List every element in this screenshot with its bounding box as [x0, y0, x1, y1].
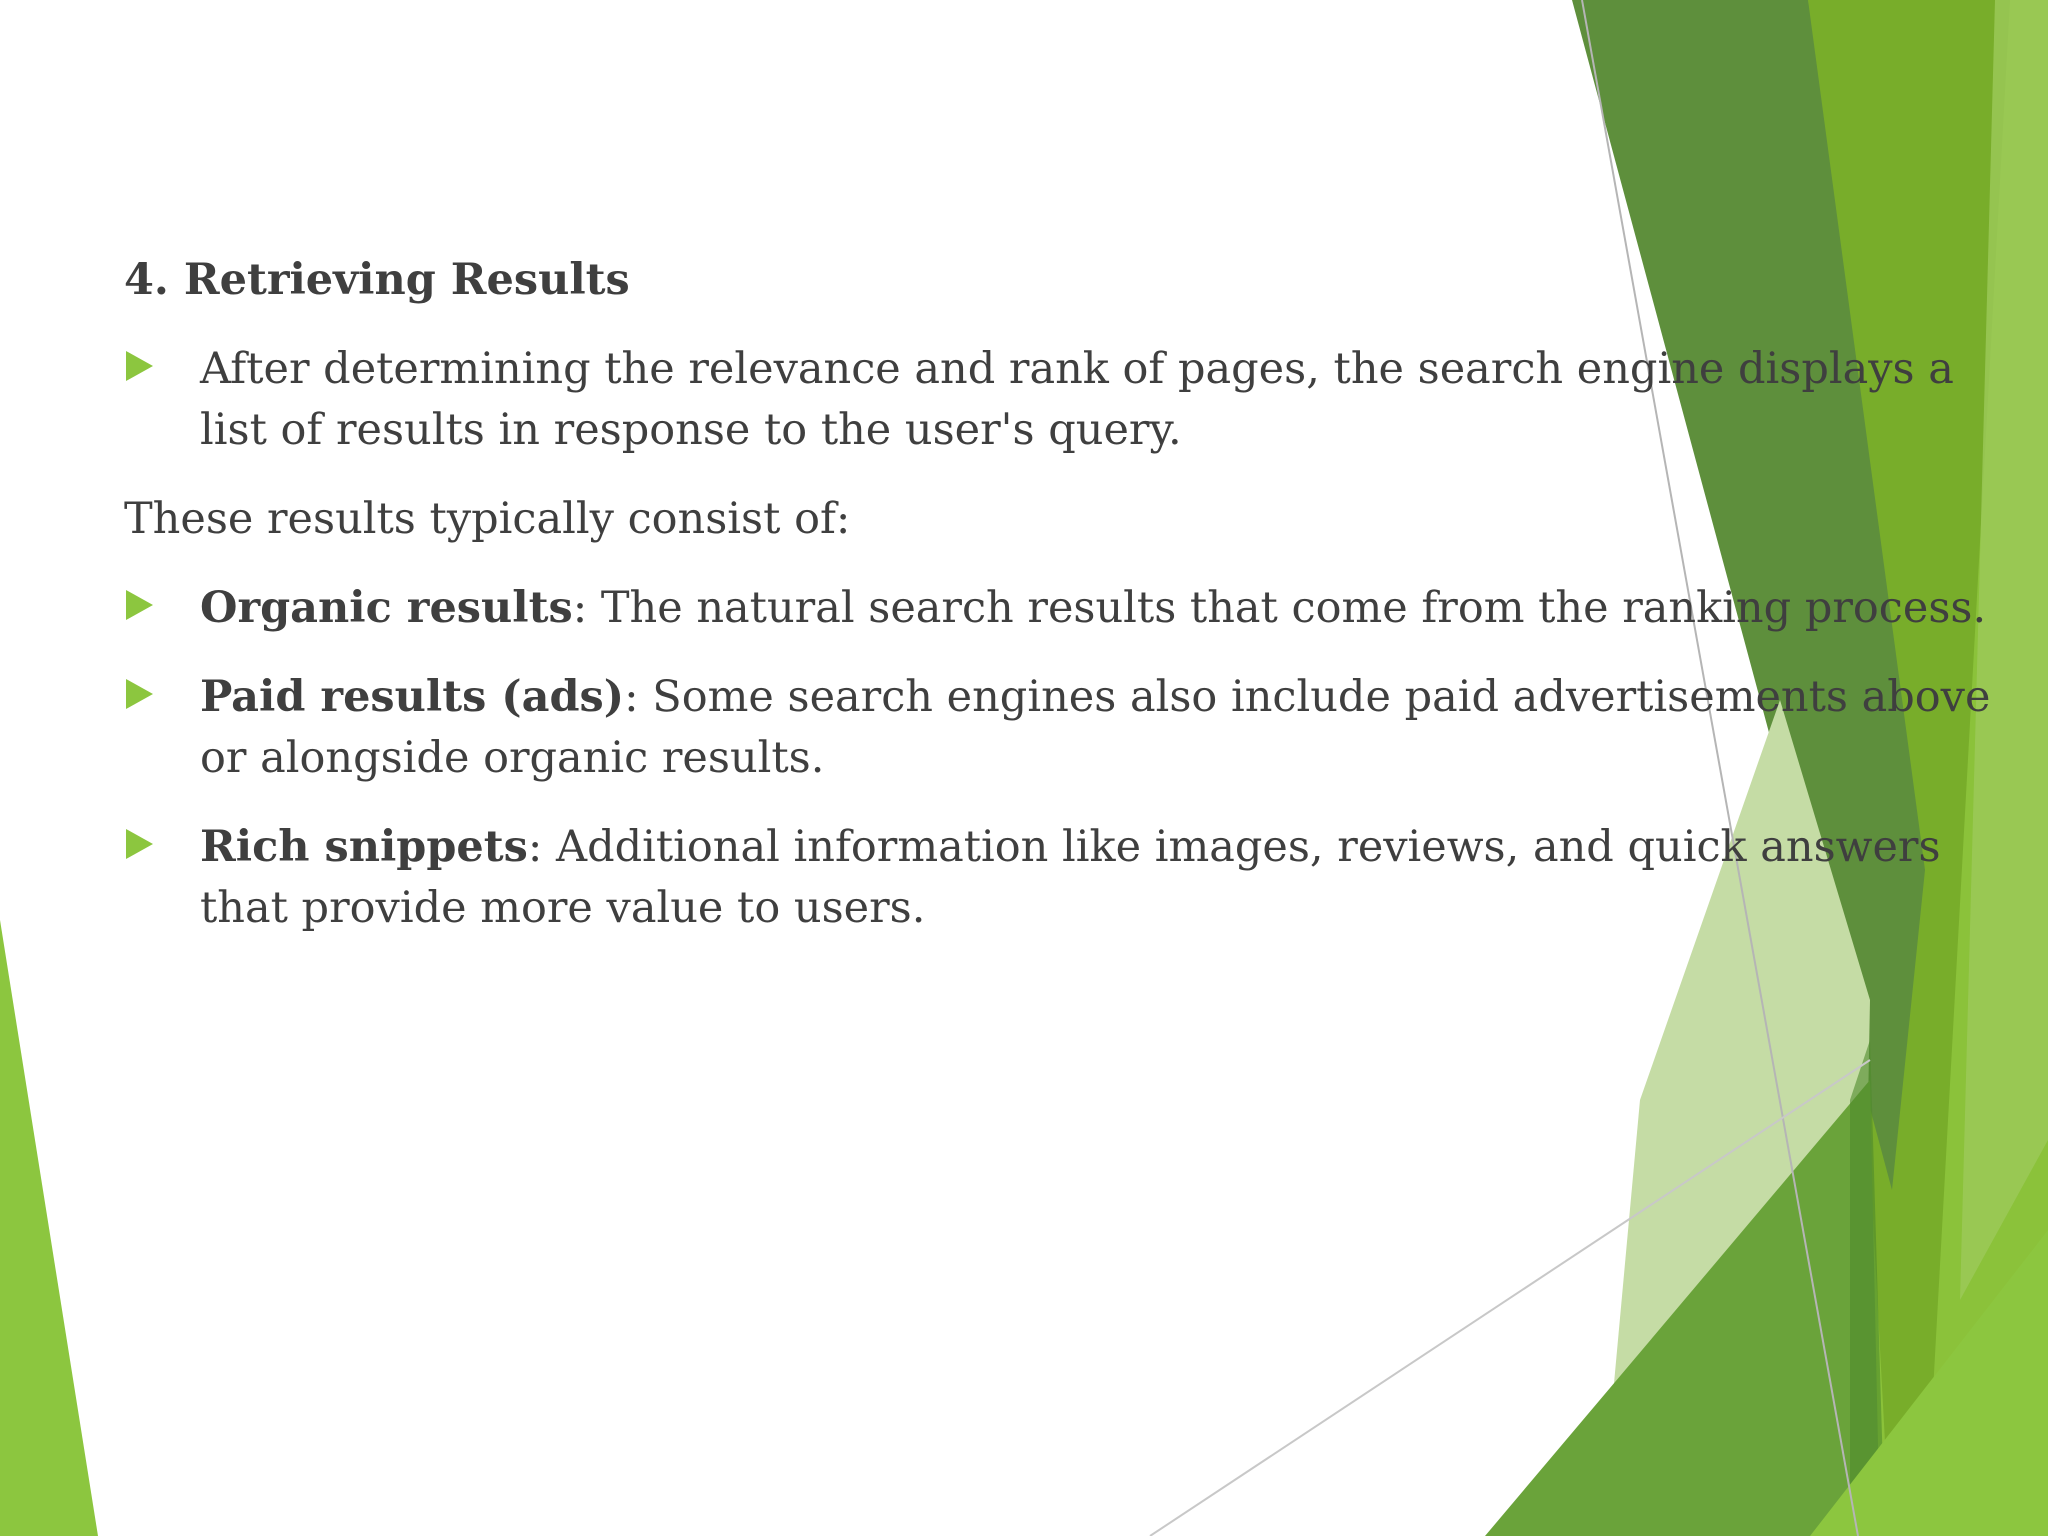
- intro-bullet-text: After determining the relevance and rank of pages, the search engine displays a list of results in response to the user's query.: [200, 344, 1954, 455]
- item-term: Paid results (ads): [200, 672, 625, 722]
- list-item: [124, 578, 2020, 639]
- item-description: : Additional information like images, reviews, and quick answers that provide more value to users.: [200, 822, 1941, 933]
- bullet-arrow-icon: [126, 679, 153, 709]
- slide-content: [124, 250, 1991, 967]
- lead-text: These results typically consist of:: [124, 494, 851, 544]
- bullet-arrow-icon: [126, 829, 153, 859]
- item-term: Organic results: [200, 583, 573, 633]
- left-green-shape: [0, 920, 98, 1536]
- intro-bullet: [124, 339, 2020, 461]
- item-term: Rich snippets: [200, 822, 528, 872]
- bullet-arrow-icon: [126, 590, 153, 620]
- bullet-arrow-icon: [126, 351, 153, 381]
- item-description: : The natural search results that come from the ranking process.: [572, 583, 1987, 633]
- section-heading: 4. Retrieving Results: [124, 255, 630, 305]
- item-description: : Some search engines also include paid advertisements above or alongside organic results.: [200, 672, 1991, 783]
- list-item: [124, 667, 2020, 789]
- list-item: [124, 817, 2020, 939]
